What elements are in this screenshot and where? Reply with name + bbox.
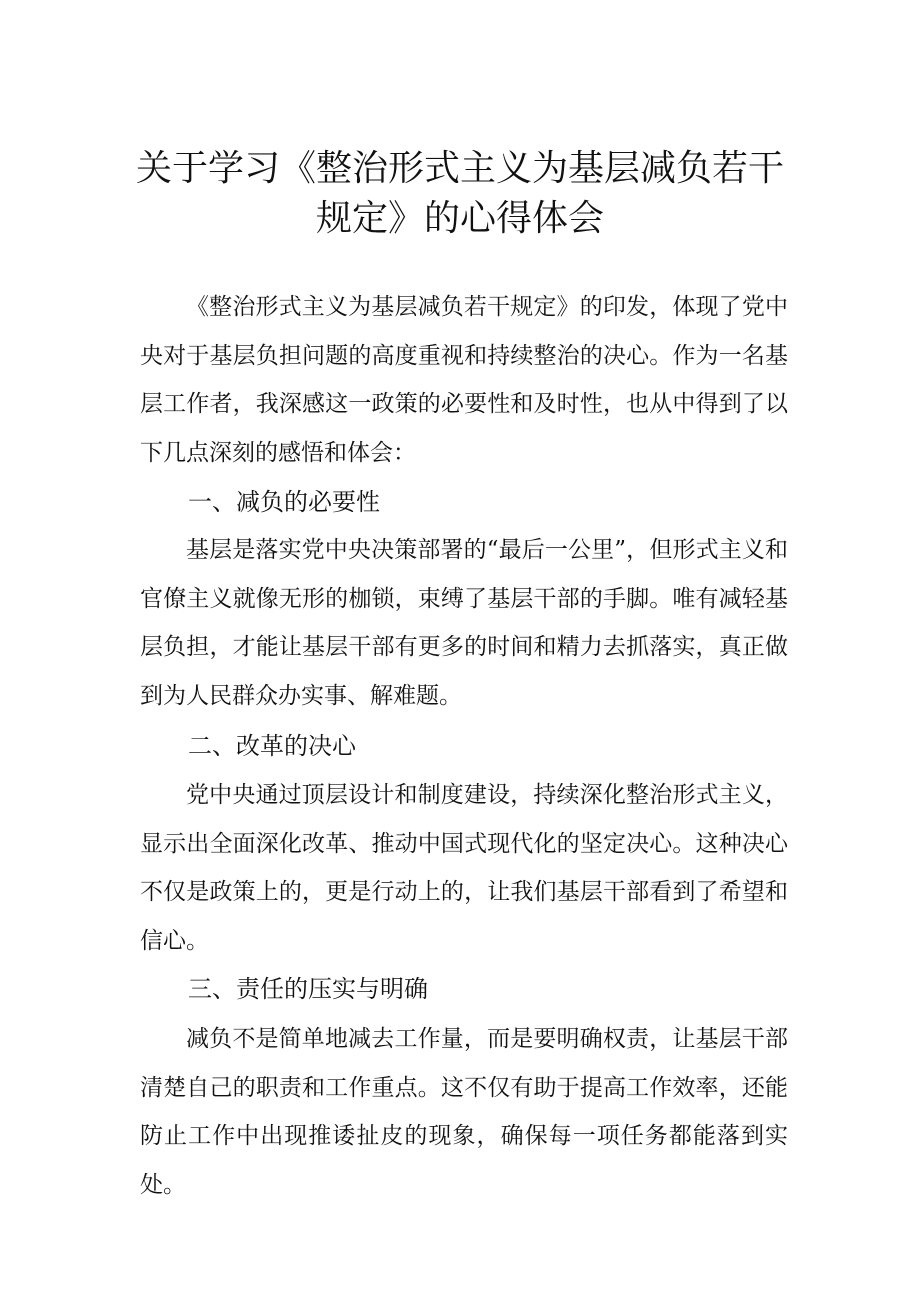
section-body-1: 基层是落实党中央决策部署的“最后一公里”，但形式主义和官僚主义就像无形的枷锁，束缚了基层干部的手脚。唯有减轻基层负担，才能让基层干部有更多的时间和精力去抓落实，真正做到为人民群众办实事、解难题。 bbox=[140, 537, 788, 709]
intro-paragraph: 《整治形式主义为基层减负若干规定》的印发，体现了党中央对于基层负担问题的高度重视和持续整治的决心。作为一名基层工作者，我深感这一政策的必要性和及时性，也从中得到了以下几点深刻的感悟和体会： bbox=[140, 294, 788, 466]
document-title-line-1: 关于学习《整治形式主义为基层减负若干 bbox=[135, 148, 784, 189]
section-body-2: 党中央通过顶层设计和制度建设，持续深化整治形式主义，显示出全面深化改革、推动中国式现代化的坚定决心。这种决心不仅是政策上的，更是行动上的，让我们基层干部看到了希望和信心。 bbox=[140, 782, 788, 954]
document-title-line-2: 规定》的心得体会 bbox=[315, 198, 604, 239]
section-heading-1: 一、减负的必要性 bbox=[188, 488, 380, 516]
section-body-3: 减负不是简单地减去工作量，而是要明确权责，让基层干部清楚自己的职责和工作重点。这不仅有助于提高工作效率，还能防止工作中出现推诿扯皮的现象，确保每一项任务都能落到实处。 bbox=[140, 1026, 788, 1198]
section-heading-2: 二、改革的决心 bbox=[188, 732, 356, 760]
section-heading-3: 三、责任的压实与明确 bbox=[188, 975, 428, 1003]
